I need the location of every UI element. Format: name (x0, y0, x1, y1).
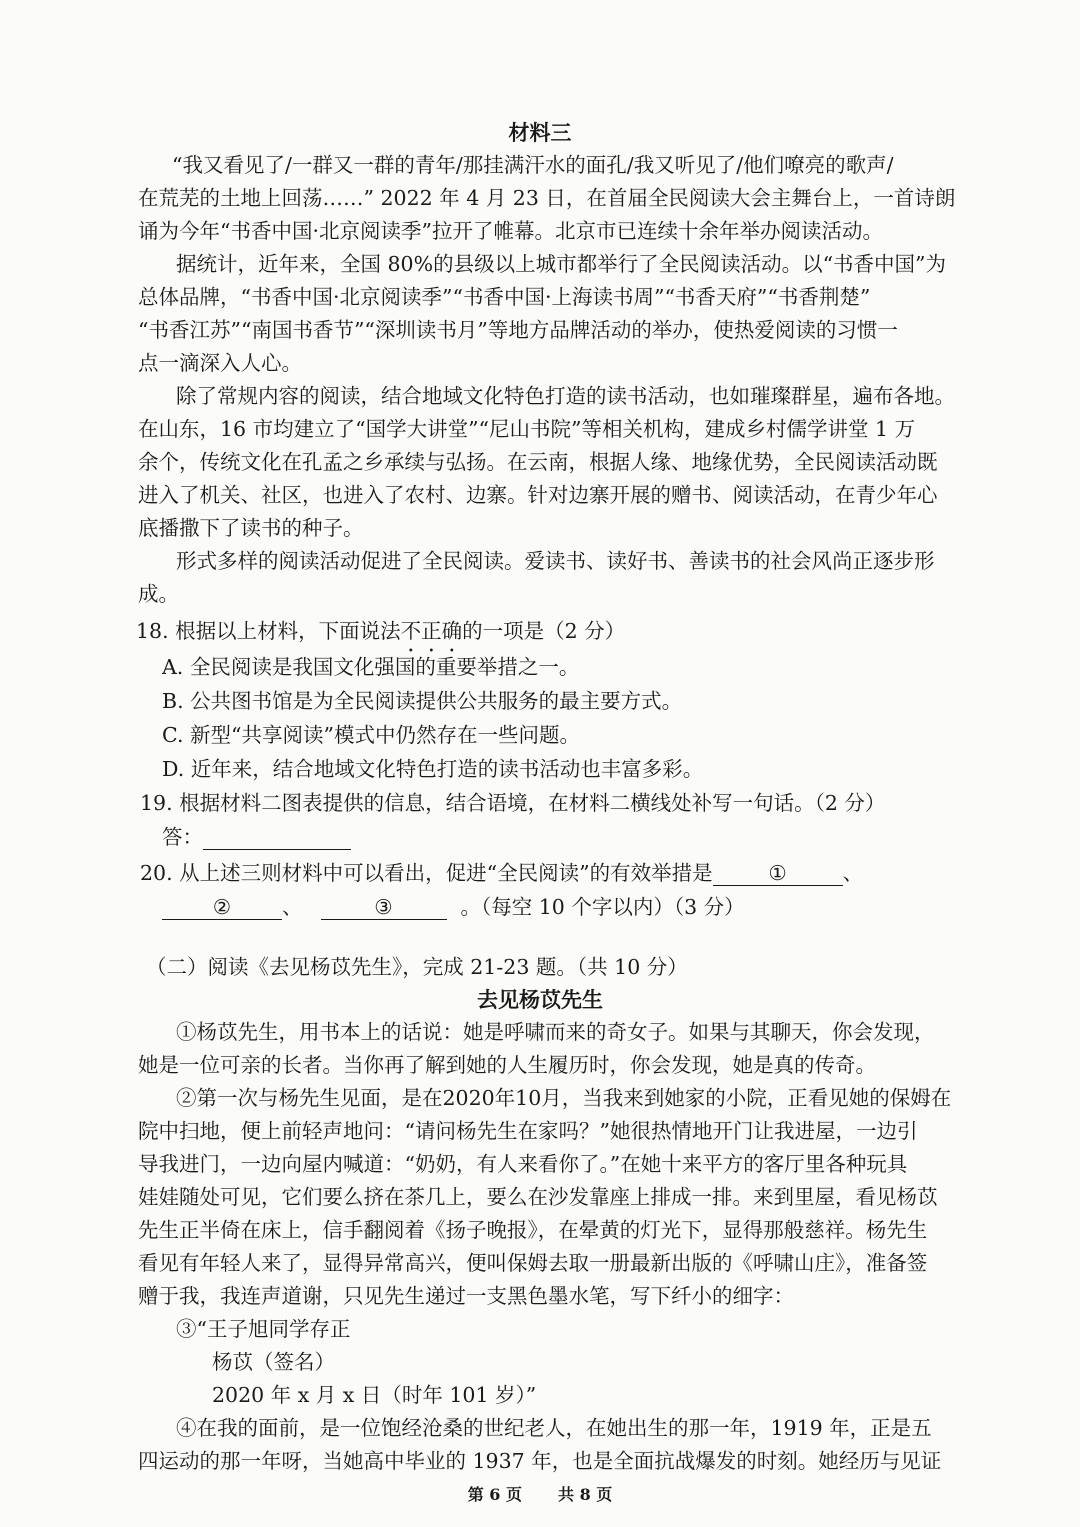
article-p4-line: ④在我的面前，是一位饱经沧桑的世纪老人，在她出生的那一年，1919 年，正是五 (176, 1416, 932, 1440)
q18-stem-a: 18. 根据以上材料，下面说法 (136, 619, 401, 643)
material3-line: 总体品牌，“书香中国·北京阅读季”“书香中国·上海读书周”“书香天府”“书香荆楚” (138, 285, 871, 309)
page-total: 共 8 页 (558, 1485, 613, 1504)
section2-heading: （二）阅读《去见杨苡先生》，完成 21-23 题。（共 10 分） (146, 955, 688, 979)
material3-line: 底播撒下了读书的种子。 (138, 516, 364, 540)
q19-answer-blank[interactable] (203, 825, 351, 850)
q20-blank-3[interactable]: ③ (321, 895, 447, 920)
q20-separator: 、 (842, 861, 864, 885)
material3-line: 在荒芜的土地上回荡……” 2022 年 4 月 23 日，在首届全民阅读大会主舞台上，一首诗朗 (138, 186, 956, 210)
material3-line: 据统计，近年来，全国 80%的县级以上城市都举行了全民阅读活动。以“书香中国”为 (176, 252, 947, 276)
q20-separator: 、 (282, 895, 303, 919)
material3-line: “我又看见了/一群又一群的青年/那挂满汗水的面孔/我又听见了/他们嘹亮的歌声/ (172, 153, 894, 177)
material3-line: 在山东，16 市均建立了“国学大讲堂”“尼山书院”等相关机构，建成乡村儒学讲堂 1 万 (138, 417, 916, 441)
article-p3-date: 2020 年 x 月 x 日（时年 101 岁）” (212, 1383, 537, 1407)
q20-blank-line (162, 892, 745, 922)
material3-line: 点一滴深入人心。 (138, 351, 302, 375)
article-title: 去见杨苡先生 (477, 987, 603, 1012)
page-footer (0, 1480, 1080, 1510)
q18-emphasis-char: 确 (441, 619, 463, 643)
page-number: 第 6 页 (467, 1485, 522, 1504)
material3-line: 形式多样的阅读活动促进了全民阅读。爱读书、读好书、善读书的社会风尚正逐步形 (176, 549, 935, 573)
q20-blank-2[interactable]: ② (162, 895, 282, 920)
q20-blank-1[interactable]: ① (713, 861, 843, 886)
q18-option-b: B. 公共图书馆是为全民阅读提供公共服务的最主要方式。 (162, 689, 683, 713)
article-p2-line: 院中扫地，便上前轻声地问：“请问杨先生在家吗？”她很热情地开门让我进屋，一边引 (138, 1119, 918, 1143)
q18-option-d: D. 近年来，结合地域文化特色打造的读书活动也丰富多彩。 (162, 757, 704, 781)
article-p2-line: 赠于我，我连声道谢，只见先生递过一支黑色墨水笔，写下纤小的细字： (138, 1284, 794, 1308)
q18-emphasis-char: 不 (400, 619, 422, 643)
q18-emphasis-char: 正 (421, 619, 442, 643)
material3-line: 进入了机关、社区，也进入了农村、边寨。针对边寨开展的赠书、阅读活动，在青少年心 (138, 483, 938, 507)
q20-stem-line (140, 858, 863, 888)
article-p2-line: 看见有年轻人来了，显得异常高兴，便叫保姆去取一册最新出版的《呼啸山庄》，准备签 (138, 1251, 928, 1275)
material3-heading: 材料三 (508, 120, 572, 145)
article-p1-line: 她是一位可亲的长者。当你再了解到她的人生履历时，你会发现，她是真的传奇。 (138, 1053, 876, 1077)
material3-line: “书香江苏”“南国书香节”“深圳读书月”等地方品牌活动的举办，使热爱阅读的习惯一 (138, 318, 898, 342)
article-p2-line: 导我进门，一边向屋内喊道：“奶奶，有人来看你了。”在她十来平方的客厅里各种玩具 (138, 1152, 908, 1176)
q18-option-c: C. 新型“共享阅读”模式中仍然存在一些问题。 (162, 723, 580, 747)
article-p2-line: 先生正半倚在床上，信手翻阅着《扬子晚报》，在晕黄的灯光下，显得那般慈祥。杨先生 (138, 1218, 928, 1242)
article-p3-signature: 杨苡（签名） (212, 1350, 335, 1374)
material3-line: 成。 (138, 582, 179, 606)
article-p2-line: 娃娃随处可见，它们要么挤在茶几上，要么在沙发靠座上排成一排。来到里屋，看见杨苡 (138, 1185, 938, 1209)
q18-stem-b: 的一项是（2 分） (462, 619, 626, 643)
article-p4-line: 四运动的那一年呀，当她高中毕业的 1937 年，也是全面抗战爆发的时刻。她经历与见证 (138, 1449, 942, 1473)
q18-option-a: A. 全民阅读是我国文化强国的重要举措之一。 (162, 655, 580, 679)
material3-line: 余个，传统文化在孔孟之乡承续与弘扬。在云南，根据人缘、地缘优势，全民阅读活动既 (138, 450, 938, 474)
q20-stem: 20. 从上述三则材料中可以看出，促进“全民阅读”的有效举措是 (140, 861, 713, 885)
article-p1-line: ①杨苡先生，用书本上的话说：她是呼啸而来的奇女子。如果与其聊天，你会发现， (176, 1020, 935, 1044)
material3-line: 除了常规内容的阅读，结合地域文化特色打造的读书活动，也如璀璨群星，遍布各地。 (176, 384, 955, 408)
q19-answer (162, 822, 351, 852)
material3-line: 诵为今年“书香中国·北京阅读季”拉开了帷幕。北京市已连续十余年举办阅读活动。 (138, 219, 883, 243)
q20-tail: 。（每空 10 个字以内）（3 分） (460, 895, 745, 919)
article-p3-line: ③“王子旭同学存正 (176, 1317, 351, 1341)
q19-answer-label: 答： (162, 825, 203, 849)
article-p2-line: ②第一次与杨先生见面，是在2020年10月，当我来到她家的小院，正看见她的保姆在 (176, 1086, 952, 1110)
q18-stem (136, 616, 625, 646)
q19-stem: 19. 根据材料二图表提供的信息，结合语境，在材料二横线处补写一句话。（2 分） (140, 791, 886, 815)
